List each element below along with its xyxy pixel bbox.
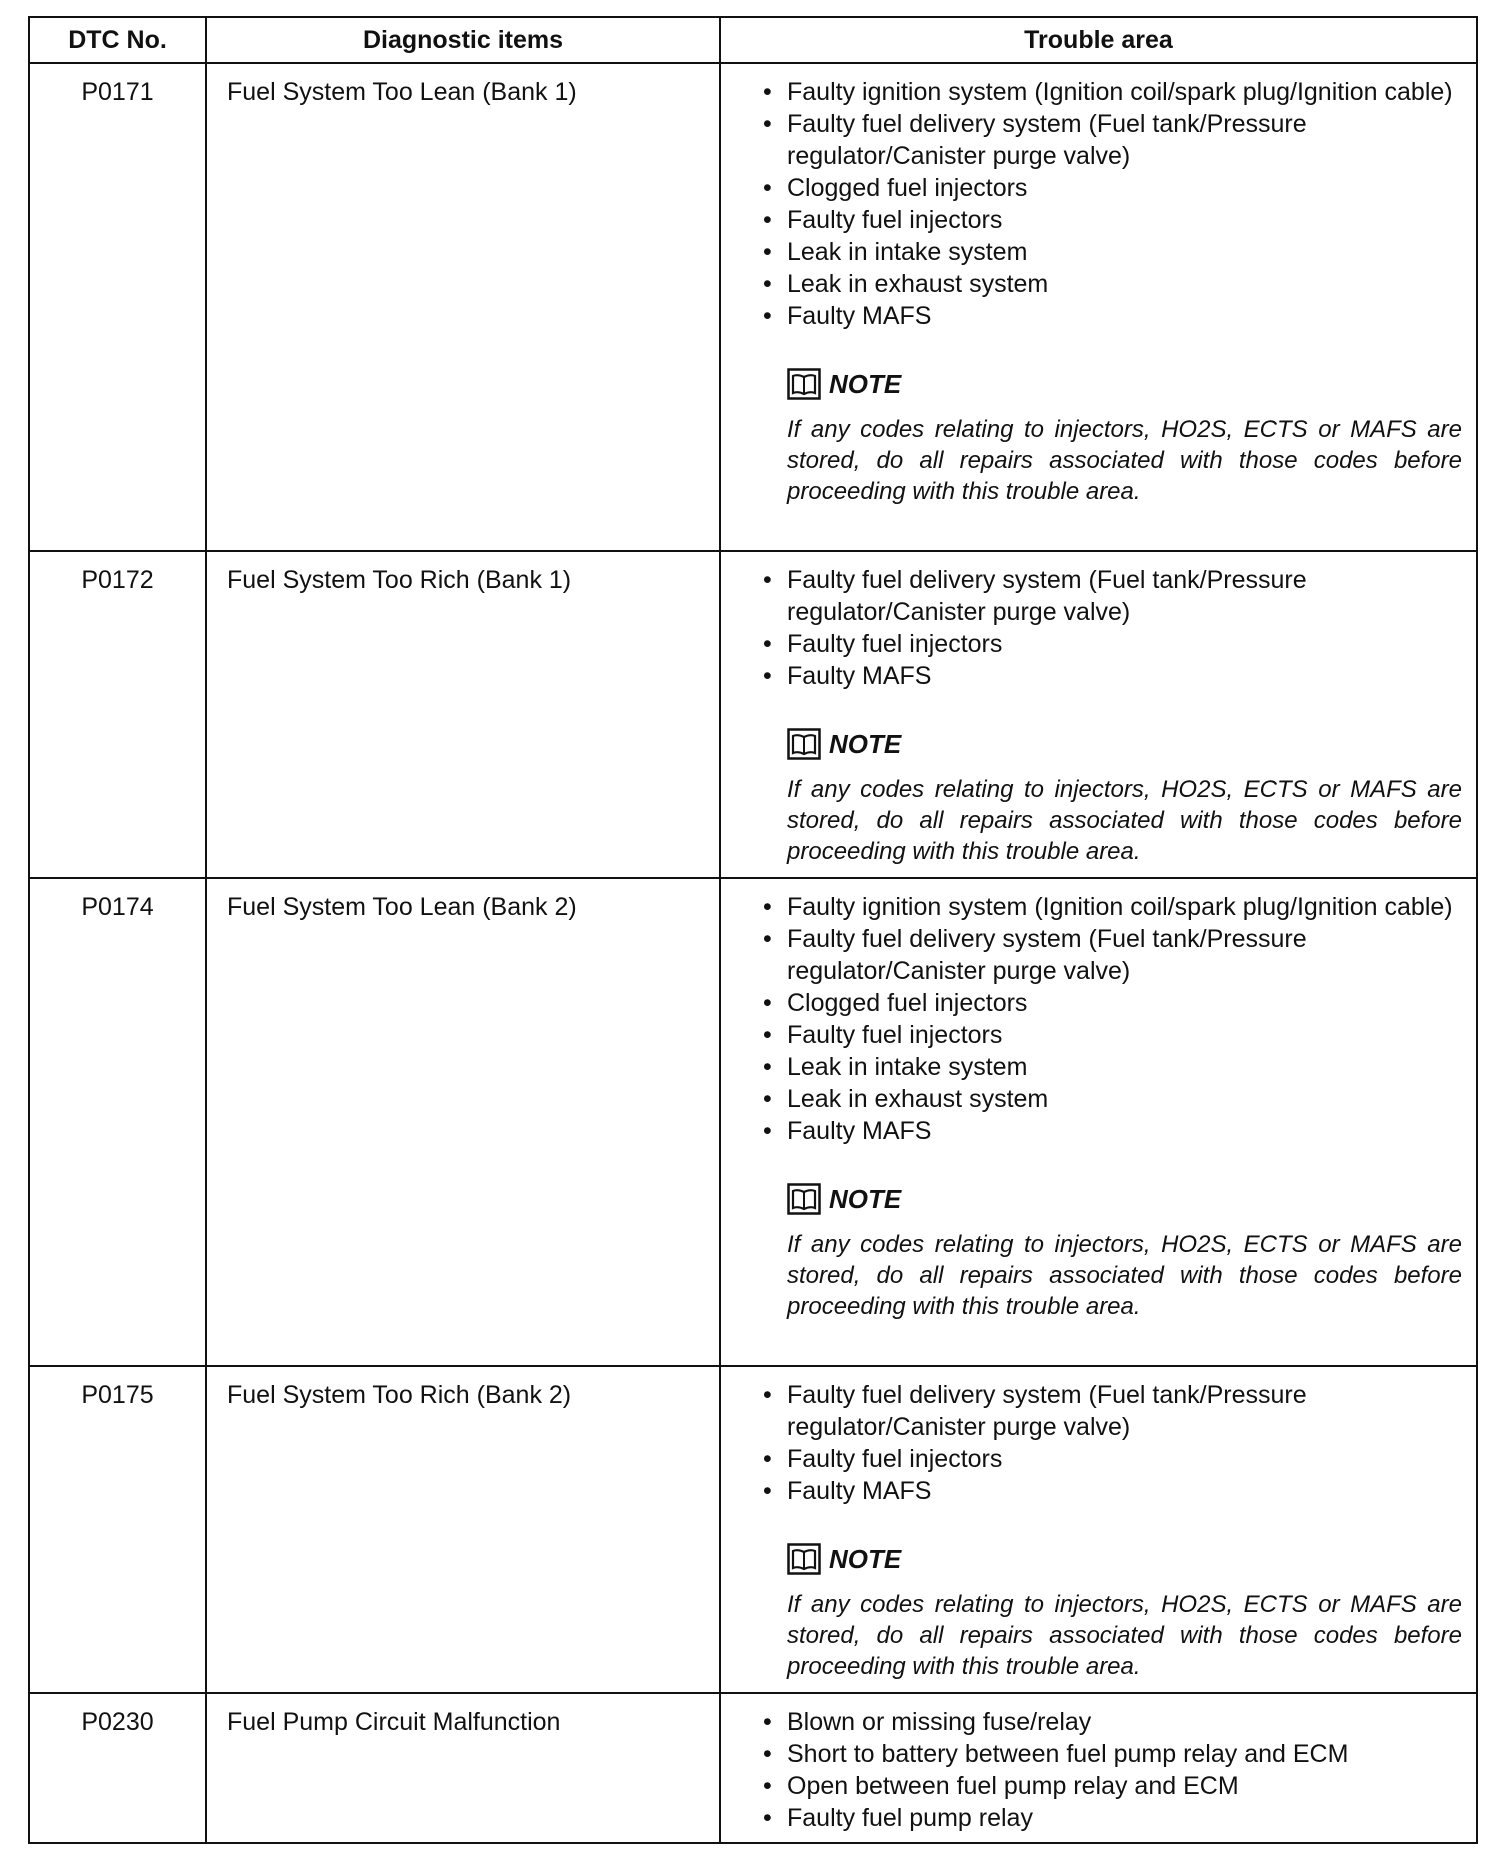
table-row <box>29 63 1477 551</box>
trouble-area-cell <box>720 1693 1477 1843</box>
list-item: • Leak in intake system <box>757 236 1462 268</box>
dtc-table <box>28 16 1478 1844</box>
note-box <box>787 726 1462 867</box>
trouble-area-cell <box>720 1366 1477 1693</box>
book-icon <box>787 1183 821 1215</box>
list-item: • Faulty MAFS <box>757 1475 1462 1507</box>
diagnostic-item: Fuel System Too Rich (Bank 2) <box>206 1366 720 1693</box>
list-item: • Faulty fuel injectors <box>757 1443 1462 1475</box>
list-item: • Faulty fuel injectors <box>757 1019 1462 1051</box>
list-item: • Faulty MAFS <box>757 660 1462 692</box>
note-title: NOTE <box>829 728 902 759</box>
list-item: • Clogged fuel injectors <box>757 172 1462 204</box>
list-item: • Leak in exhaust system <box>757 268 1462 300</box>
note-box <box>787 1181 1462 1322</box>
list-item: • Faulty ignition system (Ignition coil/spark plug/Ignition cable) <box>757 76 1462 108</box>
header-dtc-no: DTC No. <box>29 17 206 63</box>
diagnostic-item: Fuel System Too Lean (Bank 2) <box>206 878 720 1366</box>
header-diagnostic-items: Diagnostic items <box>206 17 720 63</box>
table-row <box>29 551 1477 878</box>
book-icon <box>787 368 821 400</box>
dtc-code: P0174 <box>29 878 206 1366</box>
list-item: • Leak in exhaust system <box>757 1083 1462 1115</box>
list-item: • Faulty fuel pump relay <box>757 1802 1462 1834</box>
note-title: NOTE <box>829 1543 902 1574</box>
note-text: If any codes relating to injectors, HO2S, ECTS or MAFS are stored, do all repairs associated with those codes before proceeding with this trouble area. <box>787 1231 1462 1320</box>
list-item: • Faulty fuel delivery system (Fuel tank/Pressure regulator/Canister purge valve) <box>757 564 1462 628</box>
trouble-area-cell <box>720 551 1477 878</box>
cause-list <box>757 1379 1462 1507</box>
cause-list <box>757 564 1462 692</box>
cause-list <box>757 891 1462 1147</box>
list-item: • Faulty ignition system (Ignition coil/spark plug/Ignition cable) <box>757 891 1462 923</box>
dtc-code: P0175 <box>29 1366 206 1693</box>
cause-list <box>757 76 1462 332</box>
list-item: • Faulty fuel delivery system (Fuel tank/Pressure regulator/Canister purge valve) <box>757 1379 1462 1443</box>
note-title: NOTE <box>829 368 902 399</box>
note-box <box>787 366 1462 507</box>
header-trouble-area: Trouble area <box>720 17 1477 63</box>
dtc-code: P0230 <box>29 1693 206 1843</box>
diagnostic-item: Fuel Pump Circuit Malfunction <box>206 1693 720 1843</box>
list-item: • Faulty MAFS <box>757 1115 1462 1147</box>
trouble-area-cell <box>720 878 1477 1366</box>
table-header-row <box>29 17 1477 63</box>
note-text: If any codes relating to injectors, HO2S, ECTS or MAFS are stored, do all repairs associated with those codes before proceeding with this trouble area. <box>787 776 1462 865</box>
dtc-code: P0172 <box>29 551 206 878</box>
table-row <box>29 1366 1477 1693</box>
list-item: • Clogged fuel injectors <box>757 987 1462 1019</box>
table-row <box>29 878 1477 1366</box>
note-text: If any codes relating to injectors, HO2S, ECTS or MAFS are stored, do all repairs associated with those codes before proceeding with this trouble area. <box>787 1591 1462 1680</box>
dtc-code: P0171 <box>29 63 206 551</box>
diagnostic-item: Fuel System Too Lean (Bank 1) <box>206 63 720 551</box>
trouble-area-cell <box>720 63 1477 551</box>
book-icon <box>787 728 821 760</box>
note-box <box>787 1541 1462 1682</box>
list-item: • Blown or missing fuse/relay <box>757 1706 1462 1738</box>
list-item: • Open between fuel pump relay and ECM <box>757 1770 1462 1802</box>
list-item: • Faulty fuel delivery system (Fuel tank/Pressure regulator/Canister purge valve) <box>757 923 1462 987</box>
note-text: If any codes relating to injectors, HO2S, ECTS or MAFS are stored, do all repairs associated with those codes before proceeding with this trouble area. <box>787 416 1462 505</box>
list-item: • Short to battery between fuel pump relay and ECM <box>757 1738 1462 1770</box>
list-item: • Faulty fuel injectors <box>757 204 1462 236</box>
list-item: • Faulty MAFS <box>757 300 1462 332</box>
diagnostic-item: Fuel System Too Rich (Bank 1) <box>206 551 720 878</box>
book-icon <box>787 1543 821 1575</box>
list-item: • Faulty fuel injectors <box>757 628 1462 660</box>
list-item: • Faulty fuel delivery system (Fuel tank/Pressure regulator/Canister purge valve) <box>757 108 1462 172</box>
list-item: • Leak in intake system <box>757 1051 1462 1083</box>
note-title: NOTE <box>829 1183 902 1214</box>
table-row <box>29 1693 1477 1843</box>
cause-list <box>757 1706 1462 1834</box>
